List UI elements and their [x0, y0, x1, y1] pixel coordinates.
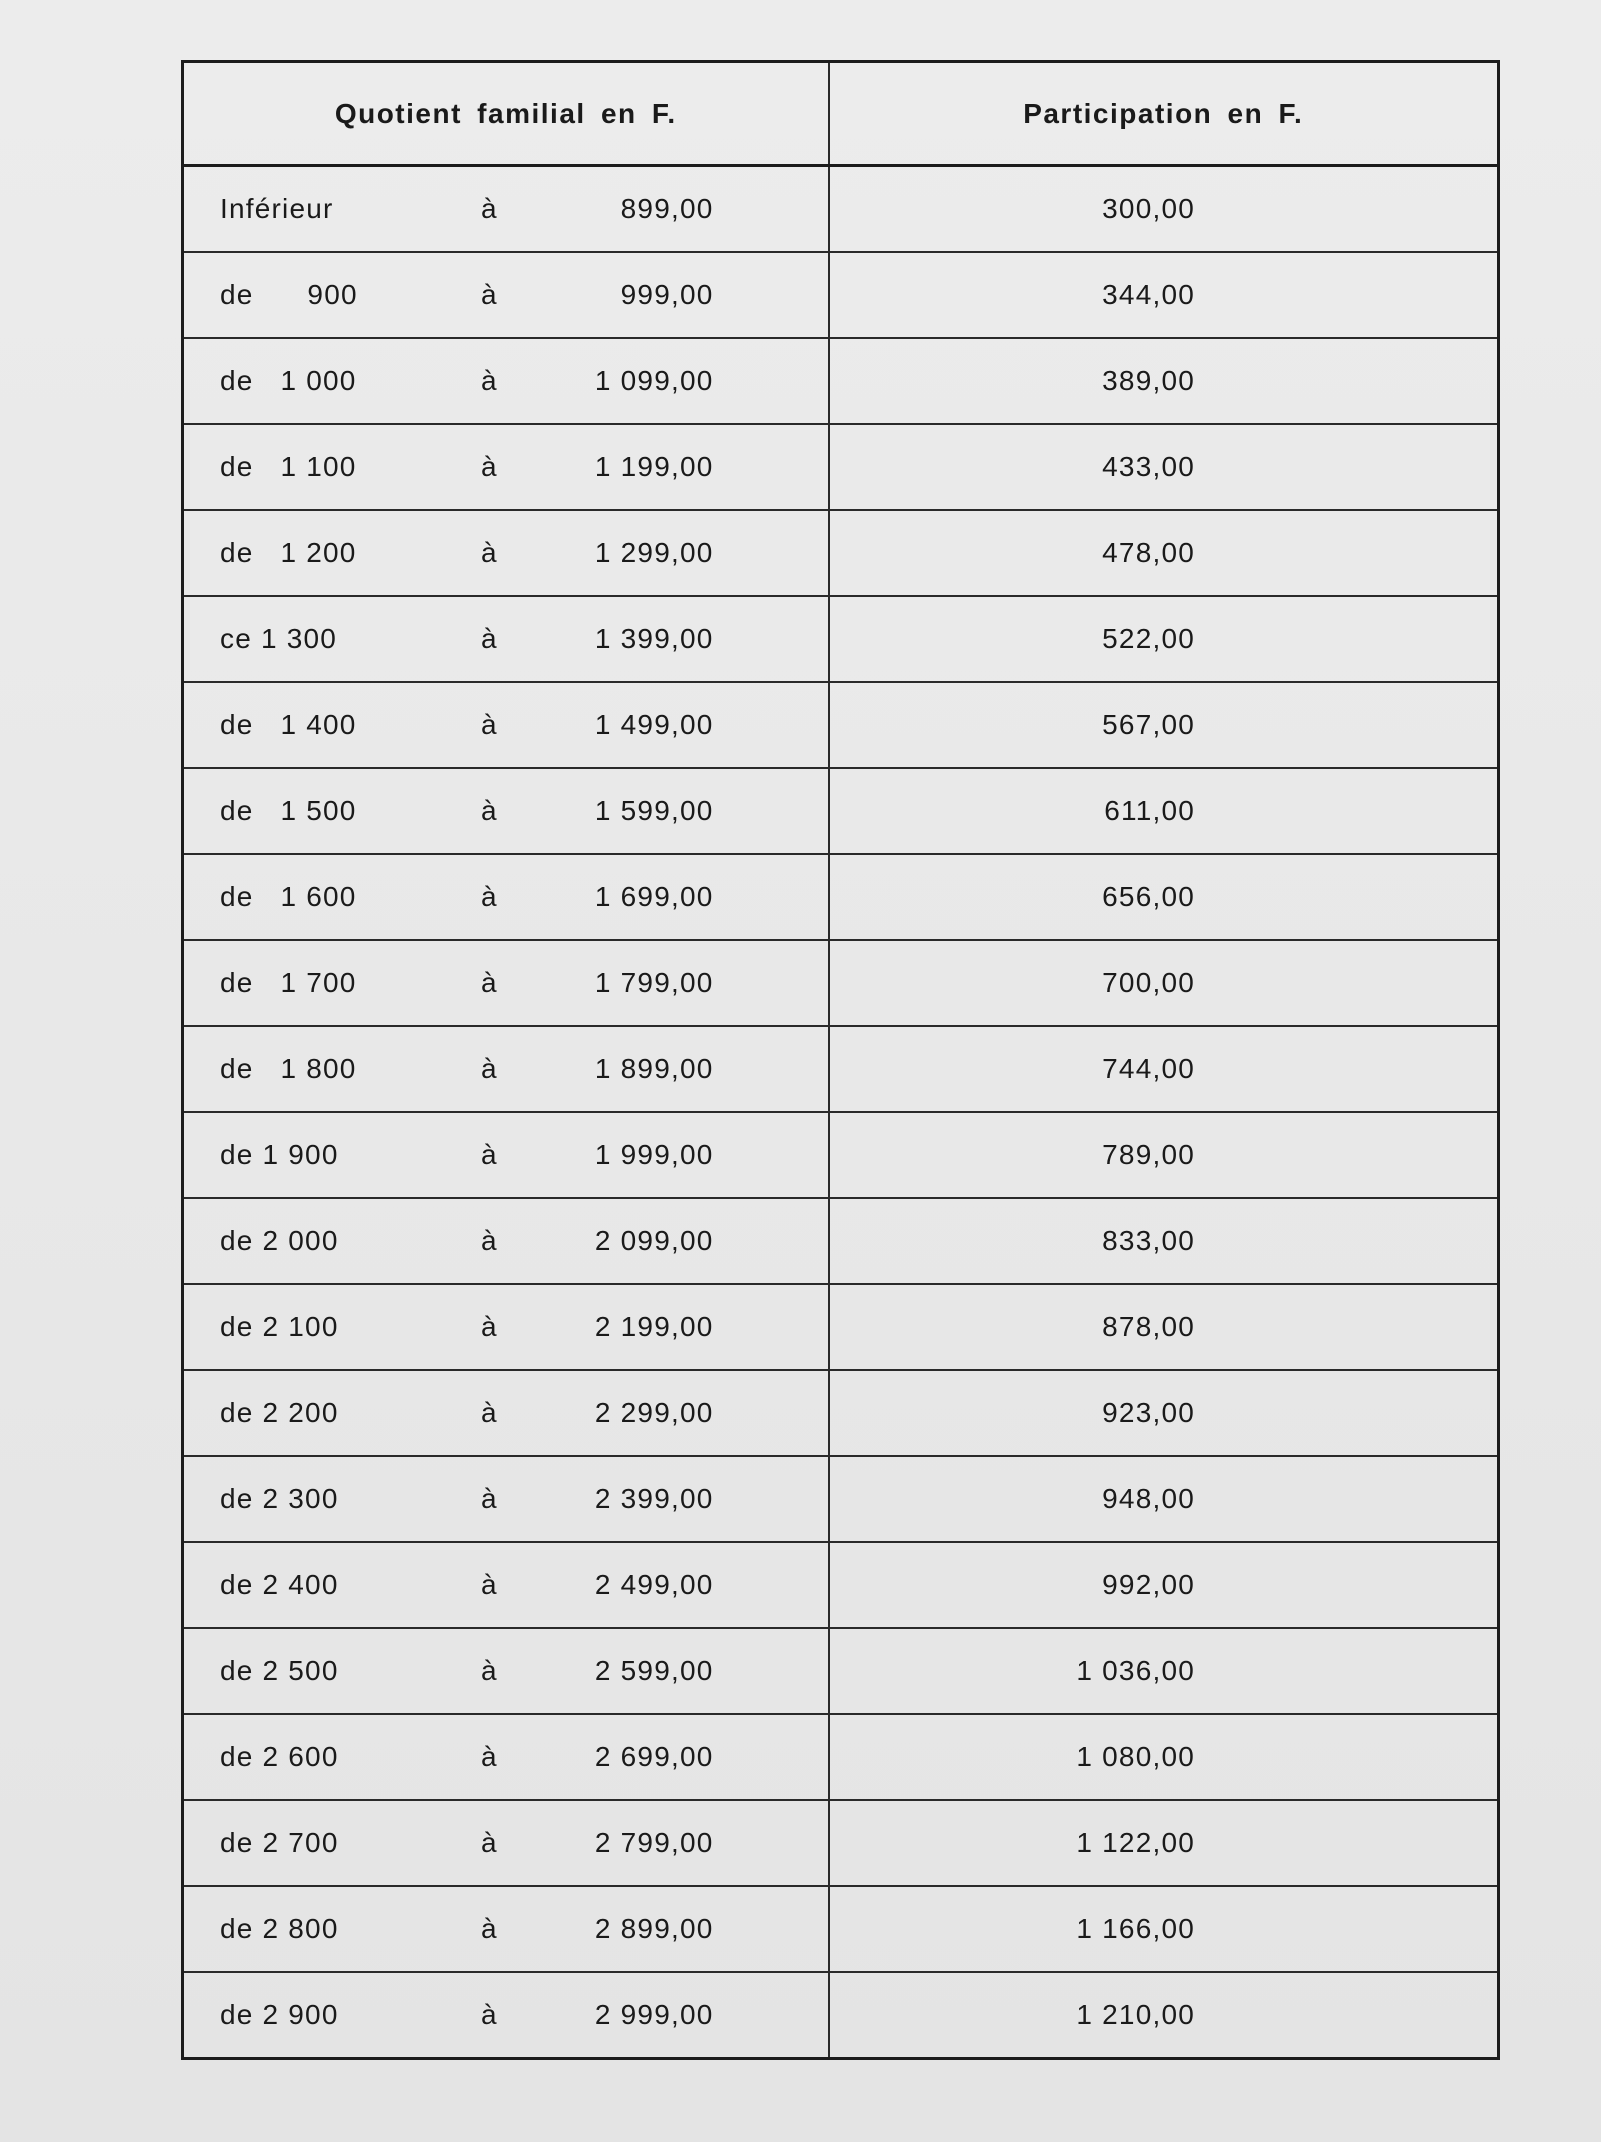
range-from: de 1 700 — [220, 967, 357, 998]
quotient-cell — [183, 166, 829, 253]
participation-cell — [829, 1714, 1499, 1800]
participation-cell — [829, 1542, 1499, 1628]
participation-cell — [829, 682, 1499, 768]
range-from: de 2 900 — [220, 1999, 339, 2030]
range-separator: à — [481, 1311, 498, 1342]
range-from: de 2 100 — [220, 1311, 339, 1342]
range-to: 1 999,00 — [594, 1139, 714, 1170]
range-from: de 2 200 — [220, 1397, 339, 1428]
participation-value: 833,00 — [1102, 1225, 1195, 1256]
range-to: 2 299,00 — [594, 1397, 714, 1428]
quotient-range — [184, 253, 828, 337]
range-from: de 2 300 — [220, 1483, 339, 1514]
participation-value: 522,00 — [1102, 623, 1195, 654]
table-row — [183, 252, 1499, 338]
participation-value: 1 166,00 — [1076, 1913, 1195, 1944]
range-to: 899,00 — [620, 193, 714, 224]
quotient-range — [184, 1199, 828, 1283]
quotient-cell — [183, 1972, 829, 2059]
quotient-cell — [183, 940, 829, 1026]
quotient-range — [184, 1027, 828, 1111]
table-row — [183, 1370, 1499, 1456]
participation-cell — [829, 854, 1499, 940]
range-from: de 1 400 — [220, 709, 357, 740]
range-from: de 1 100 — [220, 451, 357, 482]
quotient-cell — [183, 1800, 829, 1886]
table-row — [183, 1628, 1499, 1714]
range-separator: à — [481, 1827, 498, 1858]
range-from: de 2 700 — [220, 1827, 339, 1858]
range-from: de 1 000 — [220, 365, 357, 396]
participation-value: 567,00 — [1102, 709, 1195, 740]
table-row — [183, 1800, 1499, 1886]
participation-value: 744,00 — [1102, 1053, 1195, 1084]
range-separator: à — [481, 1913, 498, 1944]
range-from: Inférieur — [220, 193, 334, 224]
table-row — [183, 1026, 1499, 1112]
quotient-cell — [183, 1198, 829, 1284]
participation-cell — [829, 1800, 1499, 1886]
range-to: 2 699,00 — [594, 1741, 714, 1772]
table-row — [183, 1112, 1499, 1198]
table-row — [183, 1714, 1499, 1800]
range-separator: à — [481, 1999, 498, 2030]
range-to: 1 299,00 — [594, 537, 714, 568]
range-separator: à — [481, 193, 498, 224]
participation-cell — [829, 338, 1499, 424]
participation-value: 1 036,00 — [1076, 1655, 1195, 1686]
range-to: 1 099,00 — [594, 365, 714, 396]
range-to: 999,00 — [620, 279, 714, 310]
quotient-range — [184, 1113, 828, 1197]
header-participation: Participation en F. — [829, 62, 1499, 166]
participation-value: 433,00 — [1102, 451, 1195, 482]
range-from: de 2 400 — [220, 1569, 339, 1600]
range-to: 1 499,00 — [594, 709, 714, 740]
range-to: 1 899,00 — [594, 1053, 714, 1084]
range-to: 1 599,00 — [594, 795, 714, 826]
range-to: 2 399,00 — [594, 1483, 714, 1514]
table-body — [183, 166, 1499, 2059]
participation-value: 1 080,00 — [1076, 1741, 1195, 1772]
range-separator: à — [481, 709, 498, 740]
range-to: 1 399,00 — [594, 623, 714, 654]
quotient-range — [184, 1543, 828, 1627]
range-separator: à — [481, 1397, 498, 1428]
quotient-cell — [183, 1628, 829, 1714]
range-to: 2 199,00 — [594, 1311, 714, 1342]
quotient-cell — [183, 1026, 829, 1112]
range-to: 2 599,00 — [594, 1655, 714, 1686]
participation-value: 789,00 — [1102, 1139, 1195, 1170]
table-row — [183, 166, 1499, 253]
quotient-cell — [183, 854, 829, 940]
participation-cell — [829, 1026, 1499, 1112]
range-from: de 1 500 — [220, 795, 357, 826]
range-to: 1 199,00 — [594, 451, 714, 482]
quotient-cell — [183, 1370, 829, 1456]
participation-cell — [829, 1456, 1499, 1542]
range-from: ce 1 300 — [220, 623, 338, 654]
quotient-range — [184, 769, 828, 853]
participation-cell — [829, 166, 1499, 253]
range-separator: à — [481, 1139, 498, 1170]
quotient-range — [184, 1629, 828, 1713]
table-row — [183, 854, 1499, 940]
participation-value: 1 122,00 — [1076, 1827, 1195, 1858]
quotient-range — [184, 1973, 828, 2057]
participation-value: 478,00 — [1102, 537, 1195, 568]
range-separator: à — [481, 279, 498, 310]
participation-value: 992,00 — [1102, 1569, 1195, 1600]
quotient-range — [184, 1457, 828, 1541]
range-separator: à — [481, 365, 498, 396]
table-row — [183, 1284, 1499, 1370]
table-row — [183, 1972, 1499, 2059]
range-to: 1 699,00 — [594, 881, 714, 912]
range-separator: à — [481, 1225, 498, 1256]
range-separator: à — [481, 967, 498, 998]
quotient-range — [184, 1887, 828, 1971]
table-row — [183, 682, 1499, 768]
quotient-cell — [183, 510, 829, 596]
quotient-range — [184, 1285, 828, 1369]
table-row — [183, 1198, 1499, 1284]
range-separator: à — [481, 1483, 498, 1514]
quotient-cell — [183, 252, 829, 338]
table-row — [183, 510, 1499, 596]
participation-value: 344,00 — [1102, 279, 1195, 310]
participation-value: 700,00 — [1102, 967, 1195, 998]
quotient-range — [184, 1371, 828, 1455]
quotient-range — [184, 597, 828, 681]
range-separator: à — [481, 1655, 498, 1686]
range-separator: à — [481, 1569, 498, 1600]
participation-cell — [829, 1886, 1499, 1972]
participation-value: 611,00 — [1104, 795, 1195, 826]
participation-value: 656,00 — [1102, 881, 1195, 912]
range-separator: à — [481, 1741, 498, 1772]
table-row — [183, 424, 1499, 510]
range-separator: à — [481, 795, 498, 826]
quotient-cell — [183, 1112, 829, 1198]
range-from: de 1 800 — [220, 1053, 357, 1084]
range-separator: à — [481, 623, 498, 654]
range-from: de 900 — [220, 279, 358, 310]
table-row — [183, 1456, 1499, 1542]
quotient-cell — [183, 1284, 829, 1370]
quotient-range — [184, 167, 828, 251]
range-to: 2 499,00 — [594, 1569, 714, 1600]
quotient-cell — [183, 338, 829, 424]
participation-cell — [829, 424, 1499, 510]
quotient-range — [184, 425, 828, 509]
range-from: de 1 200 — [220, 537, 357, 568]
quotient-range — [184, 339, 828, 423]
participation-value: 948,00 — [1102, 1483, 1195, 1514]
participation-value: 878,00 — [1102, 1311, 1195, 1342]
quotient-cell — [183, 424, 829, 510]
range-separator: à — [481, 537, 498, 568]
range-separator: à — [481, 1053, 498, 1084]
quotient-cell — [183, 1886, 829, 1972]
quotient-cell — [183, 1714, 829, 1800]
header-quotient-familial: Quotient familial en F. — [183, 62, 829, 166]
quotient-cell — [183, 1542, 829, 1628]
participation-value: 300,00 — [1102, 193, 1195, 224]
participation-cell — [829, 510, 1499, 596]
range-from: de 1 900 — [220, 1139, 339, 1170]
table-row — [183, 338, 1499, 424]
quotient-range — [184, 855, 828, 939]
range-to: 2 099,00 — [594, 1225, 714, 1256]
range-separator: à — [481, 451, 498, 482]
quotient-cell — [183, 596, 829, 682]
participation-cell — [829, 1972, 1499, 2059]
quotient-range — [184, 683, 828, 767]
table-row — [183, 1542, 1499, 1628]
range-from: de 2 000 — [220, 1225, 339, 1256]
table-row — [183, 940, 1499, 1026]
participation-cell — [829, 1112, 1499, 1198]
quotient-range — [184, 511, 828, 595]
participation-cell — [829, 940, 1499, 1026]
quotient-cell — [183, 1456, 829, 1542]
quotient-range — [184, 1801, 828, 1885]
table-row — [183, 1886, 1499, 1972]
participation-value: 923,00 — [1102, 1397, 1195, 1428]
table-row — [183, 596, 1499, 682]
quotient-cell — [183, 682, 829, 768]
participation-cell — [829, 1370, 1499, 1456]
participation-value: 389,00 — [1102, 365, 1195, 396]
range-to: 2 999,00 — [594, 1999, 714, 2030]
range-from: de 2 800 — [220, 1913, 339, 1944]
range-to: 2 899,00 — [594, 1913, 714, 1944]
quotient-range — [184, 1715, 828, 1799]
quotient-cell — [183, 768, 829, 854]
participation-cell — [829, 1198, 1499, 1284]
participation-table — [181, 60, 1500, 2060]
range-from: de 1 600 — [220, 881, 357, 912]
range-from: de 2 500 — [220, 1655, 339, 1686]
participation-cell — [829, 768, 1499, 854]
table-row — [183, 768, 1499, 854]
range-separator: à — [481, 881, 498, 912]
quotient-range — [184, 941, 828, 1025]
participation-cell — [829, 596, 1499, 682]
participation-cell — [829, 1628, 1499, 1714]
range-from: de 2 600 — [220, 1741, 339, 1772]
participation-cell — [829, 252, 1499, 338]
table-header-row — [183, 62, 1499, 166]
range-to: 2 799,00 — [594, 1827, 714, 1858]
participation-value: 1 210,00 — [1076, 1999, 1195, 2030]
participation-cell — [829, 1284, 1499, 1370]
range-to: 1 799,00 — [594, 967, 714, 998]
